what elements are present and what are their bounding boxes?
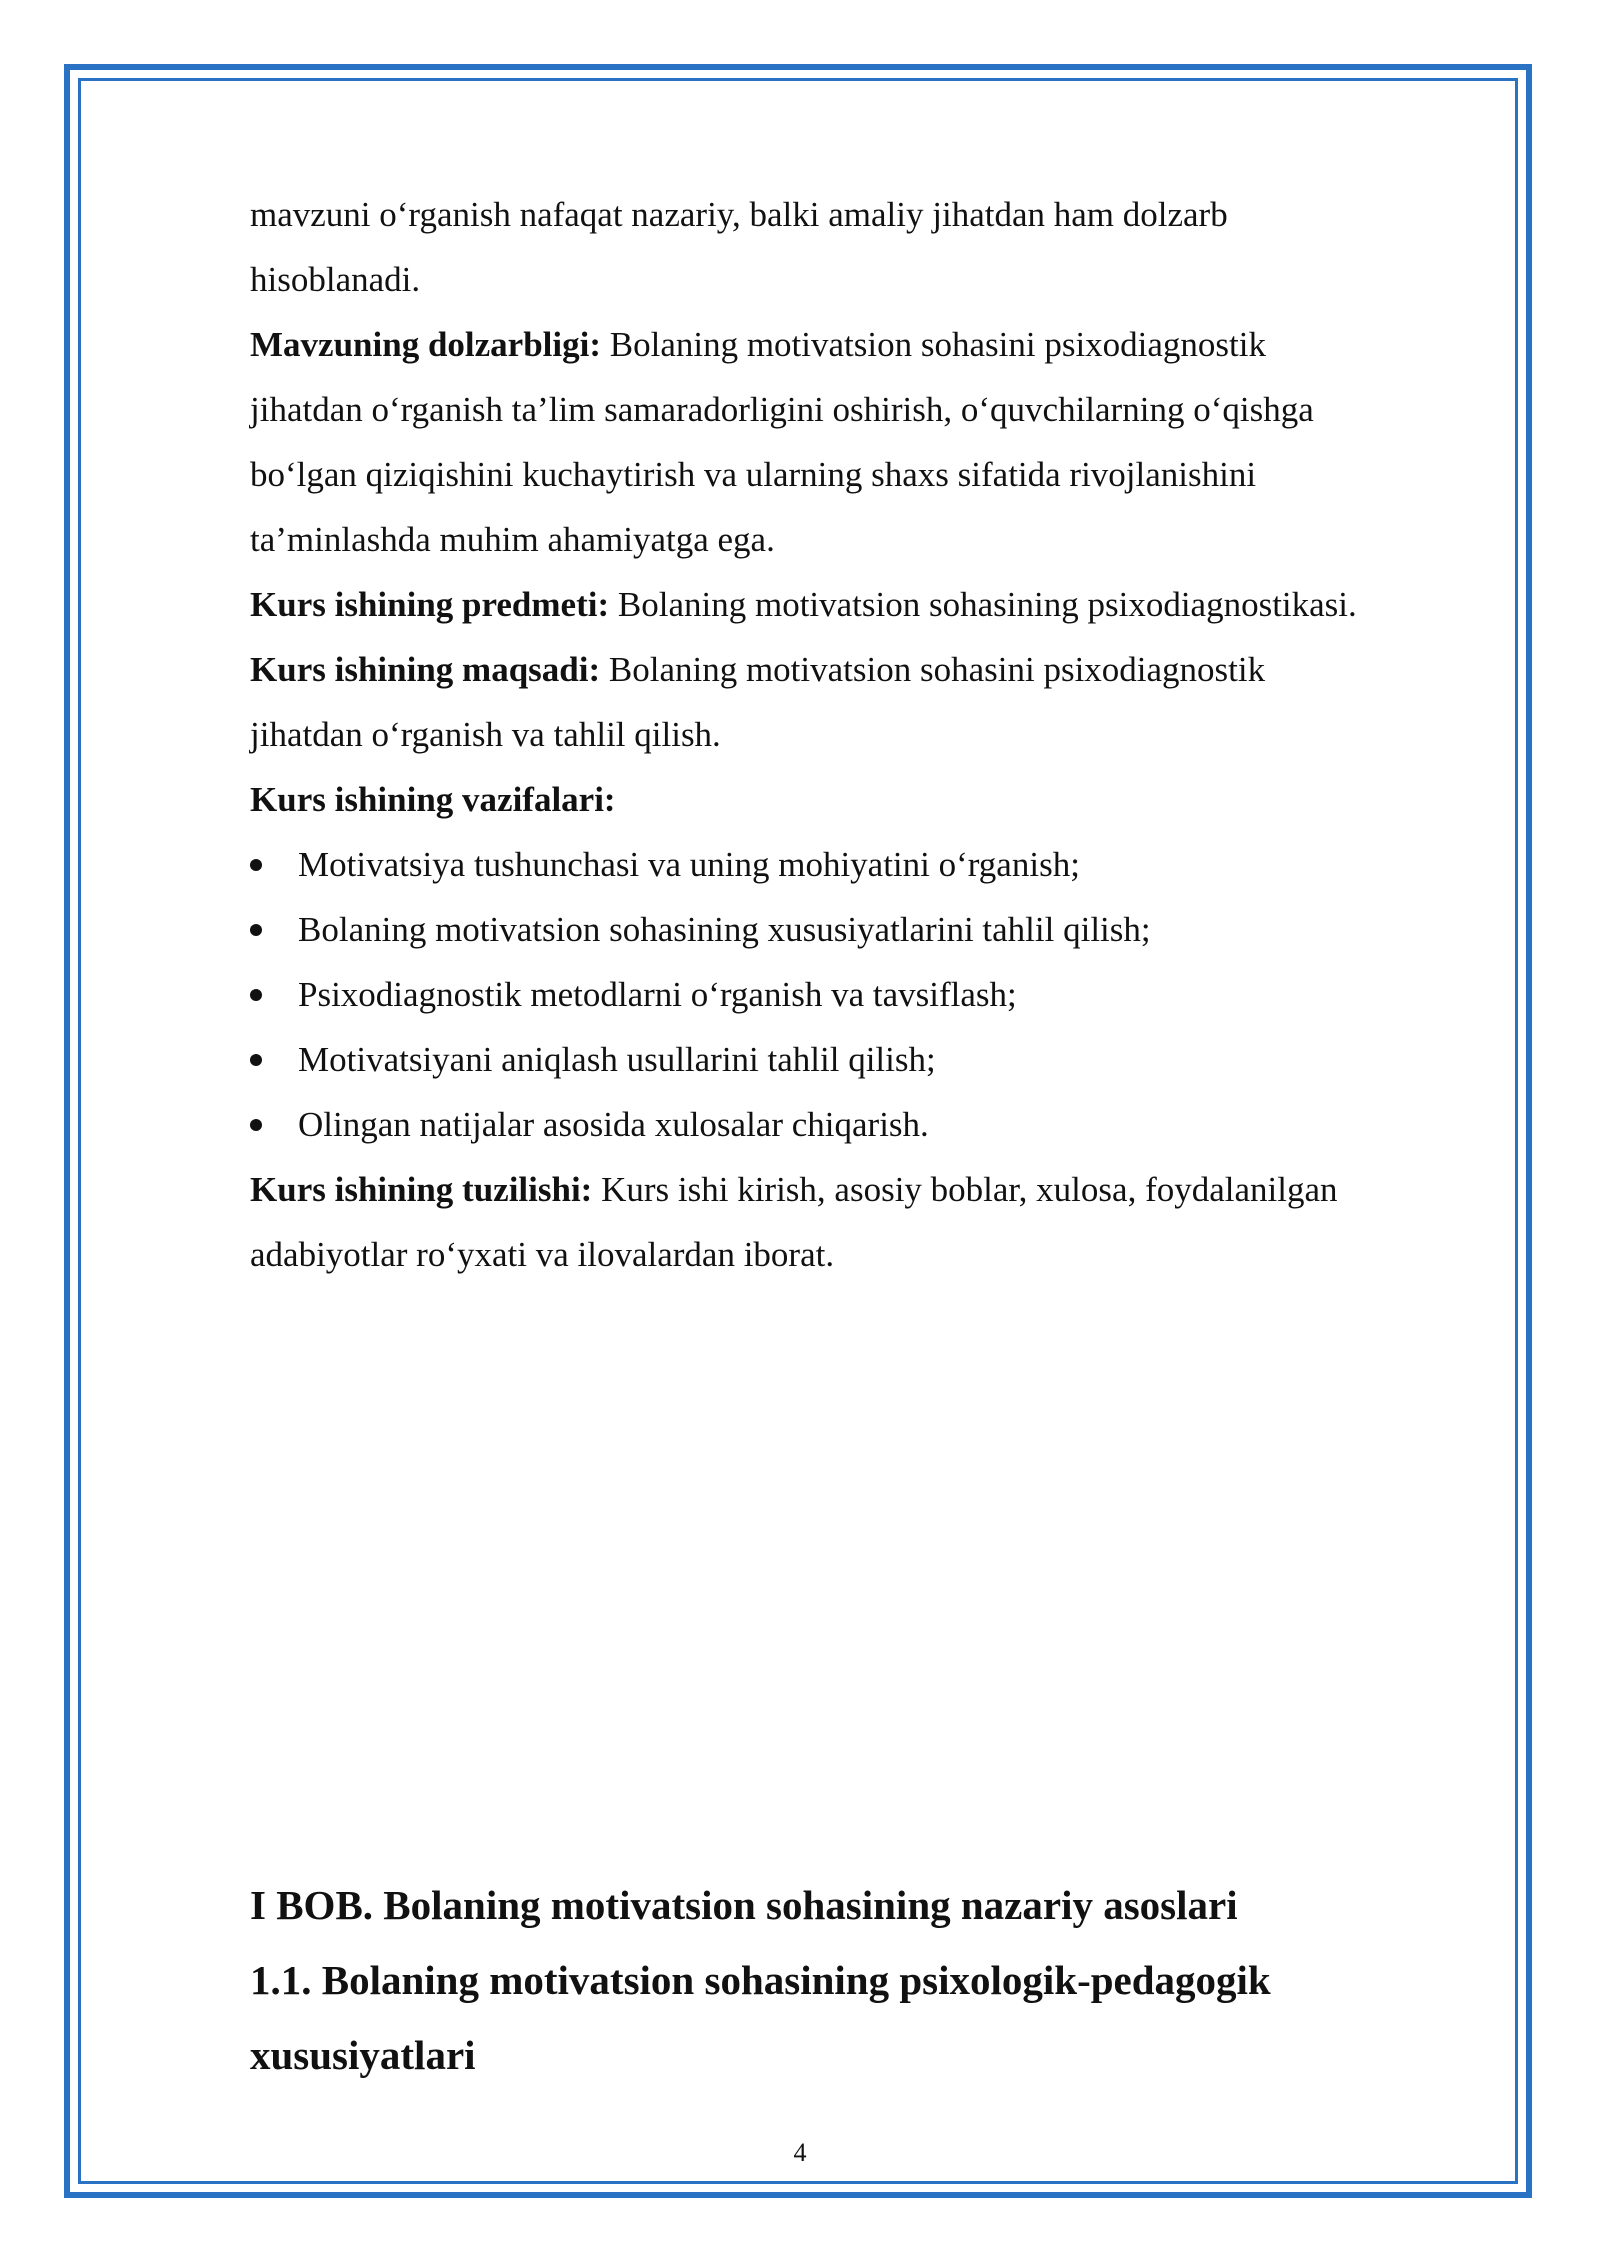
goal-paragraph-line [250,637,1450,702]
list-item-text: Motivatsiya tushunchasi va uning mohiyatini o‘rganish; [298,845,1080,884]
bullet-icon [250,924,262,936]
relevance-paragraph-line [250,312,1450,377]
list-item [250,1027,1450,1092]
body-text-line: mavzuni o‘rganish nafaqat nazariy, balki amaliy jihatdan ham dolzarb [250,195,1228,234]
tasks-list [250,832,1450,1157]
list-item-text: Olingan natijalar asosida xulosalar chiqarish. [298,1105,929,1144]
tasks-heading-line [250,767,1450,832]
section-title: 1.1. Bolaning motivatsion sohasining psixologik-pedagogik [250,1957,1271,2003]
body-text-line: jihatdan o‘rganish va tahlil qilish. [250,715,721,754]
list-item-text: Motivatsiyani aniqlash usullarini tahlil qilish; [298,1040,936,1079]
page-body [250,182,1450,1287]
subject-text: Bolaning motivatsion sohasining psixodiagnostikasi. [609,585,1357,624]
chapter-title: I BOB. Bolaning motivatsion sohasining nazariy asoslari [250,1882,1238,1928]
relevance-text: Bolaning motivatsion sohasini psixodiagnostik [601,325,1266,364]
list-item-text: Bolaning motivatsion sohasining xususiyatlarini tahlil qilish; [298,910,1151,949]
goal-text: Bolaning motivatsion sohasini psixodiagnostik [600,650,1266,689]
chapter-heading-block [250,1868,1450,2093]
list-item [250,1092,1450,1157]
body-text-line: ta’minlashda muhim ahamiyatga ega. [250,520,775,559]
subject-label: Kurs ishining predmeti: [250,585,610,624]
tasks-label: Kurs ishining vazifalari: [250,780,616,819]
list-item [250,832,1450,897]
bullet-icon [250,859,262,871]
section-title-continued: xususiyatlari [250,2032,476,2078]
list-item [250,962,1450,1027]
body-text-line: hisoblanadi. [250,260,421,299]
structure-label: Kurs ishining tuzilishi: [250,1170,593,1209]
bullet-icon [250,1054,262,1066]
structure-text: Kurs ishi kirish, asosiy boblar, xulosa, foydalanilgan [592,1170,1338,1209]
relevance-label: Mavzuning dolzarbligi: [250,325,601,364]
subject-paragraph-line [250,572,1450,637]
bullet-icon [250,1119,262,1131]
bullet-icon [250,989,262,1001]
body-text-line: bo‘lgan qiziqishini kuchaytirish va ularning shaxs sifatida rivojlanishini [250,455,1257,494]
page-number: 4 [793,2138,807,2167]
goal-label: Kurs ishining maqsadi: [250,650,601,689]
body-text-line: adabiyotlar ro‘yxati va ilovalardan iborat. [250,1235,835,1274]
structure-paragraph-line [250,1157,1450,1222]
body-text-line: jihatdan o‘rganish ta’lim samaradorligini oshirish, o‘quvchilarning o‘qishga [250,390,1314,429]
list-item-text: Psixodiagnostik metodlarni o‘rganish va tavsiflash; [298,975,1017,1014]
list-item [250,897,1450,962]
